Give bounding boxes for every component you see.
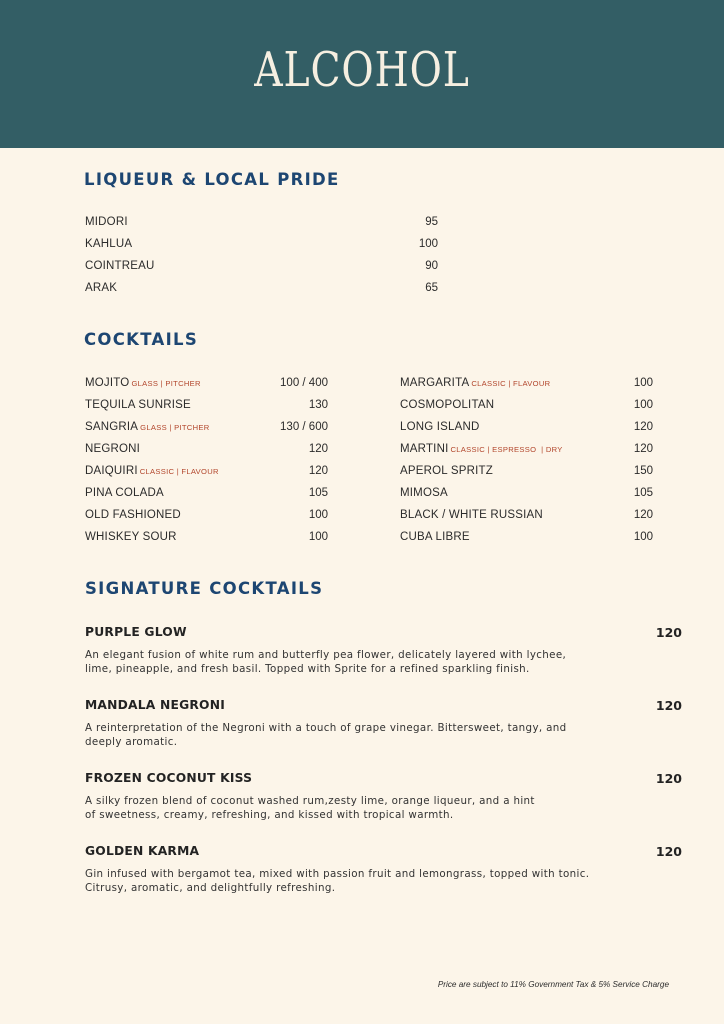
item-name: DAIQUIRI bbox=[85, 465, 138, 477]
item-name: BLACK / WHITE RUSSIAN bbox=[400, 509, 543, 521]
item-options: GLASS | PITCHER bbox=[131, 379, 201, 388]
signature-item-name: MANDALA NEGRONI bbox=[85, 698, 225, 712]
item-name: ARAK bbox=[85, 282, 118, 294]
cocktail-row bbox=[400, 375, 653, 391]
item-name: LONG ISLAND bbox=[400, 421, 480, 433]
cocktail-row bbox=[85, 375, 328, 391]
item-price: 120 bbox=[633, 443, 653, 455]
item-price: 130 bbox=[308, 399, 328, 411]
signature-item-name: PURPLE GLOW bbox=[85, 625, 187, 639]
cocktail-row bbox=[85, 507, 328, 523]
liqueur-row bbox=[85, 258, 438, 274]
signature-item-price: 120 bbox=[655, 625, 682, 640]
item-name: PINA COLADA bbox=[85, 487, 164, 499]
item-price: 150 bbox=[633, 465, 653, 477]
item-price: 100 bbox=[308, 509, 328, 521]
item-price: 100 bbox=[633, 377, 653, 389]
item-price: 100 bbox=[418, 238, 438, 250]
cocktails-section-title: COCKTAILS bbox=[84, 330, 199, 349]
cocktail-row bbox=[400, 463, 653, 479]
item-options: CLASSIC | FLAVOUR bbox=[139, 467, 219, 476]
item-price: 100 / 400 bbox=[280, 377, 328, 389]
liqueur-row bbox=[85, 280, 438, 296]
cocktail-row bbox=[400, 441, 653, 457]
cocktail-row bbox=[400, 397, 653, 413]
cocktail-row bbox=[400, 419, 653, 435]
item-price: 65 bbox=[425, 282, 438, 294]
cocktail-row bbox=[85, 529, 328, 545]
item-price: 120 bbox=[308, 465, 328, 477]
item-name: NEGRONI bbox=[85, 443, 141, 455]
signature-item-price: 120 bbox=[655, 771, 682, 786]
tax-footnote: Price are subject to 11% Government Tax & 5% Service Charge bbox=[437, 980, 669, 989]
item-name: CUBA LIBRE bbox=[400, 531, 470, 543]
item-name: SANGRIA bbox=[85, 421, 139, 433]
cocktail-row bbox=[85, 441, 328, 457]
cocktail-row bbox=[85, 463, 328, 479]
cocktail-row bbox=[85, 485, 328, 501]
item-name: COINTREAU bbox=[85, 260, 155, 272]
liqueur-row bbox=[85, 214, 438, 230]
cocktail-row bbox=[400, 485, 653, 501]
item-name: TEQUILA SUNRISE bbox=[85, 399, 191, 411]
item-name: APEROL SPRITZ bbox=[400, 465, 493, 477]
header-banner bbox=[0, 0, 724, 148]
signature-item-description: Gin infused with bergamot tea, mixed with passion fruit and lemongrass, topped with tonic. Citrusy, aromatic, and delightfully refreshing. bbox=[85, 868, 590, 894]
item-price: 100 bbox=[633, 531, 653, 543]
item-name: MARTINI bbox=[400, 443, 449, 455]
signature-item-name: GOLDEN KARMA bbox=[85, 844, 200, 858]
item-price: 120 bbox=[633, 421, 653, 433]
signature-item-description: An elegant fusion of white rum and butterfly pea flower, delicately layered with lychee, lime, pineapple, and fresh basil. Topped with Sprite for a refined sparkling finish. bbox=[85, 649, 567, 675]
cocktail-row bbox=[85, 397, 328, 413]
item-name: KAHLUA bbox=[85, 238, 133, 250]
item-price: 120 bbox=[633, 509, 653, 521]
signature-item-description: A reinterpretation of the Negroni with a touch of grape vinegar. Bittersweet, tangy, and deeply aromatic. bbox=[85, 722, 567, 748]
item-name: MARGARITA bbox=[400, 377, 470, 389]
cocktail-row bbox=[85, 419, 328, 435]
item-name: MIMOSA bbox=[400, 487, 448, 499]
item-price: 105 bbox=[633, 487, 653, 499]
liqueur-section-title: LIQUEUR & LOCAL PRIDE bbox=[84, 170, 340, 189]
signature-item-description: A silky frozen blend of coconut washed rum,zesty lime, orange liqueur, and a hint of sweetness, creamy, refreshing, and kissed with tropical warmth. bbox=[85, 795, 535, 821]
item-name: OLD FASHIONED bbox=[85, 509, 181, 521]
signature-item-price: 120 bbox=[655, 844, 682, 859]
signature-section-title: SIGNATURE COCKTAILS bbox=[85, 579, 324, 598]
item-name: MOJITO bbox=[85, 377, 130, 389]
item-price: 100 bbox=[308, 531, 328, 543]
item-name: COSMOPOLITAN bbox=[400, 399, 495, 411]
signature-item-name: FROZEN COCONUT KISS bbox=[85, 771, 253, 785]
page-title: ALCOHOL bbox=[254, 42, 470, 98]
item-price: 130 / 600 bbox=[280, 421, 328, 433]
item-price: 120 bbox=[308, 443, 328, 455]
item-price: 100 bbox=[633, 399, 653, 411]
liqueur-row bbox=[85, 236, 438, 252]
item-options: CLASSIC | FLAVOUR bbox=[471, 379, 551, 388]
item-price: 90 bbox=[425, 260, 438, 272]
item-name: WHISKEY SOUR bbox=[85, 531, 177, 543]
cocktail-row bbox=[400, 529, 653, 545]
cocktail-row bbox=[400, 507, 653, 523]
signature-item-price: 120 bbox=[655, 698, 682, 713]
item-name: MIDORI bbox=[85, 216, 128, 228]
item-options: GLASS | PITCHER bbox=[140, 423, 210, 432]
item-price: 95 bbox=[425, 216, 438, 228]
item-options: CLASSIC | ESPRESSO | DRY bbox=[450, 445, 563, 454]
item-price: 105 bbox=[308, 487, 328, 499]
